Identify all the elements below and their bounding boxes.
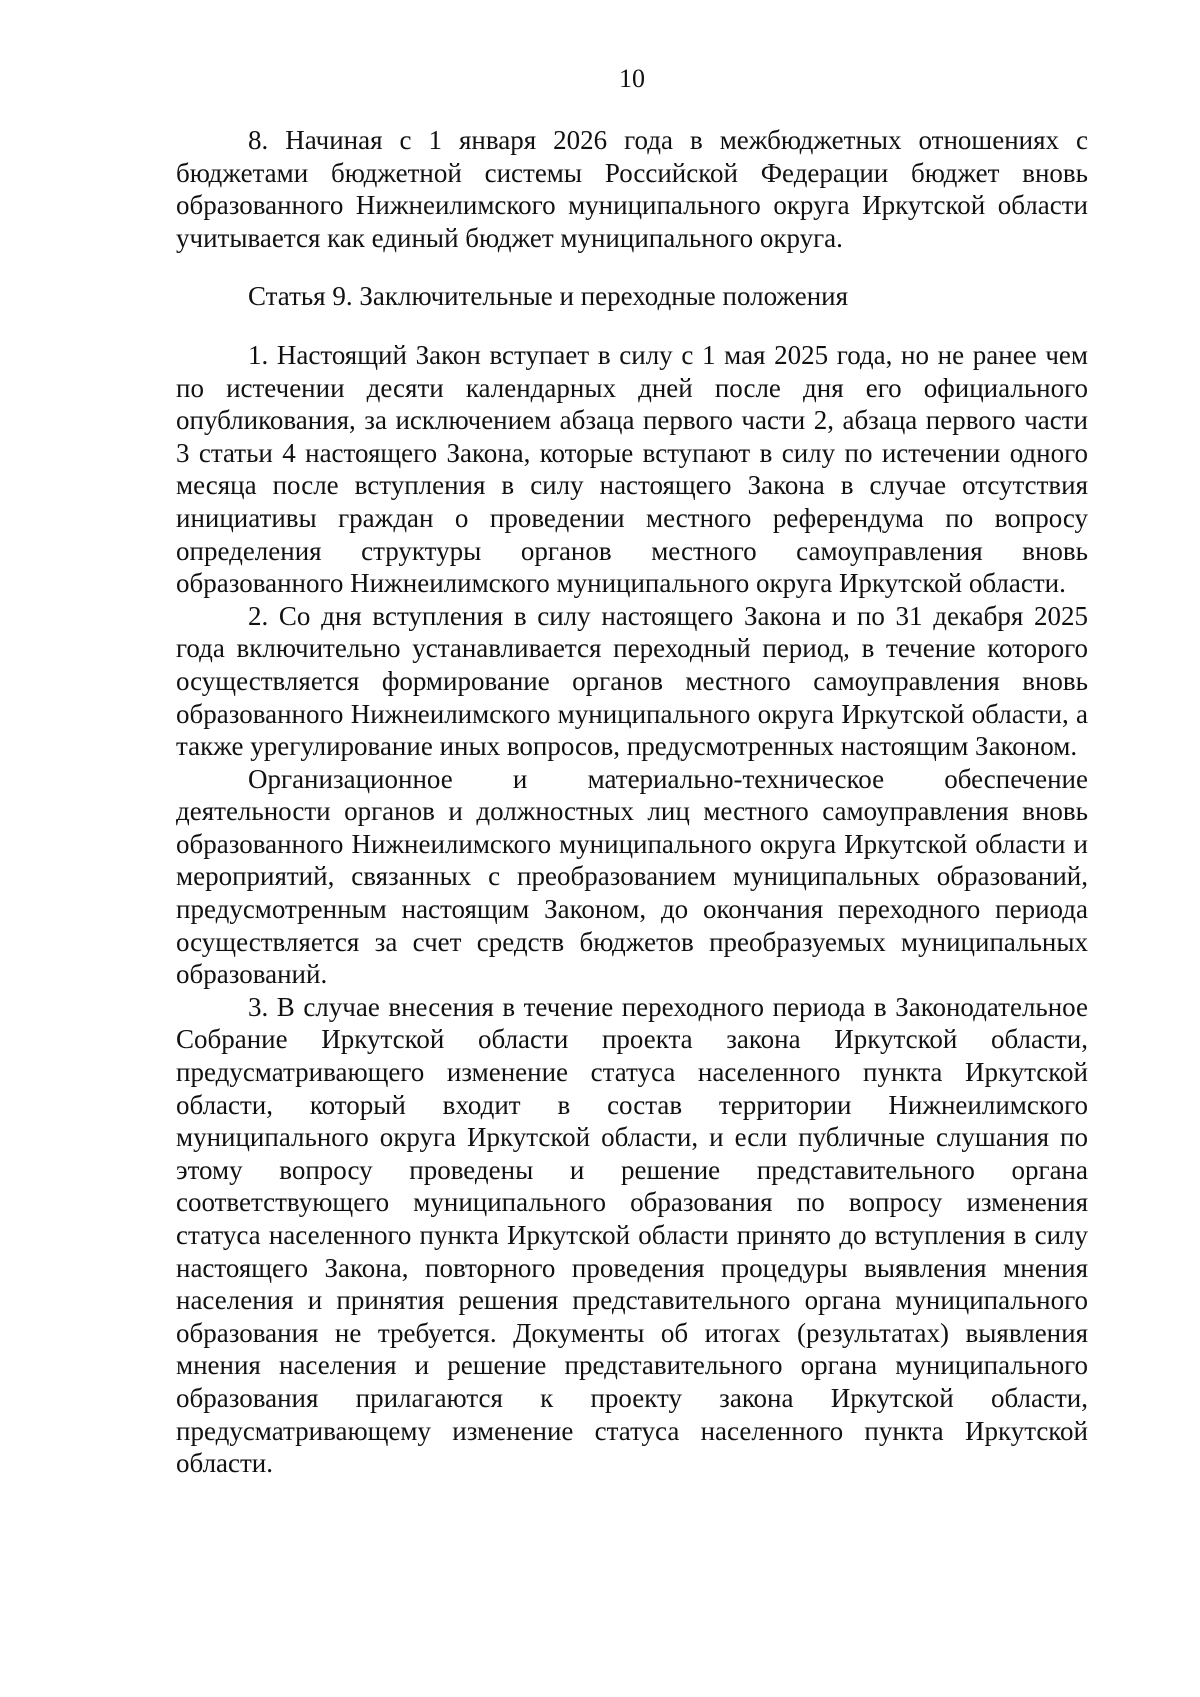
paragraph-article9-part3: 3. В случае внесения в течение переходного периода в Законодательное Собрание Иркутской области проекта закона Иркутской области, предусматривающего изменение статуса населенного пункта Иркутской области, который входит в состав территории Нижнеилимского муниципального округа Иркутской области, и если публичные слушания по этому вопросу проведены и решение представительного органа соответствующего муниципального образования по вопросу изменения статуса населенного пункта Иркутской области принято до вступления в силу настоящего Закона, повторного проведения процедуры выявления мнения населения и принятия решения представительного органа муниципального образования не требуется. Документы об итогах (результатах) выявления мнения населения и решение представительного органа муниципального образования прилагаются к проекту закона Иркутской области, предусматривающему изменение статуса населенного пункта Иркутской области. [176, 991, 1088, 1479]
paragraph-article9-part2: 2. Со дня вступления в силу настоящего Закона и по 31 декабря 2025 года включительно устанавливается переходный период, в течение которого осуществляется формирование органов местного самоуправления вновь образованного Нижнеилимского муниципального округа Иркутской области, а также урегулирование иных вопросов, предусмотренных настоящим Законом. [176, 600, 1088, 762]
paragraph-8: 8. Начиная с 1 января 2026 года в межбюджетных отношениях с бюджетами бюджетной системы Российской Федерации бюджет вновь образованного Нижнеилимского муниципального округа Иркутской области учитывается как единый бюджет муниципального округа. [176, 125, 1088, 253]
paragraph-article9-part1: 1. Настоящий Закон вступает в силу с 1 мая 2025 года, но не ранее чем по истечении десяти календарных дней после дня его официального опубликования, за исключением абзаца первого части 2, абзаца первого части 3 статьи 4 настоящего Закона, которые вступают в силу по истечении одного месяца после вступления в силу настоящего Закона в случае отсутствия инициативы граждан о проведении местного референдума по вопросу определения структуры органов местного самоуправления вновь образованного Нижнеилимского муниципального округа Иркутской области. [176, 339, 1088, 599]
page-number: 10 [619, 64, 645, 93]
document-body [176, 124, 1088, 1480]
article-heading: Статья 9. Заключительные и переходные положения [248, 281, 849, 312]
paragraph-article9-part2-cont: Организационное и материально-техническое обеспечение деятельности органов и должностных лиц местного самоуправления вновь образованного Нижнеилимского муниципального округа Иркутской области и мероприятий, связанных с преобразованием муниципальных образований, предусмотренным настоящим Законом, до окончания переходного периода осуществляется за счет средств бюджетов преобразуемых муниципальных образований. [176, 763, 1088, 990]
